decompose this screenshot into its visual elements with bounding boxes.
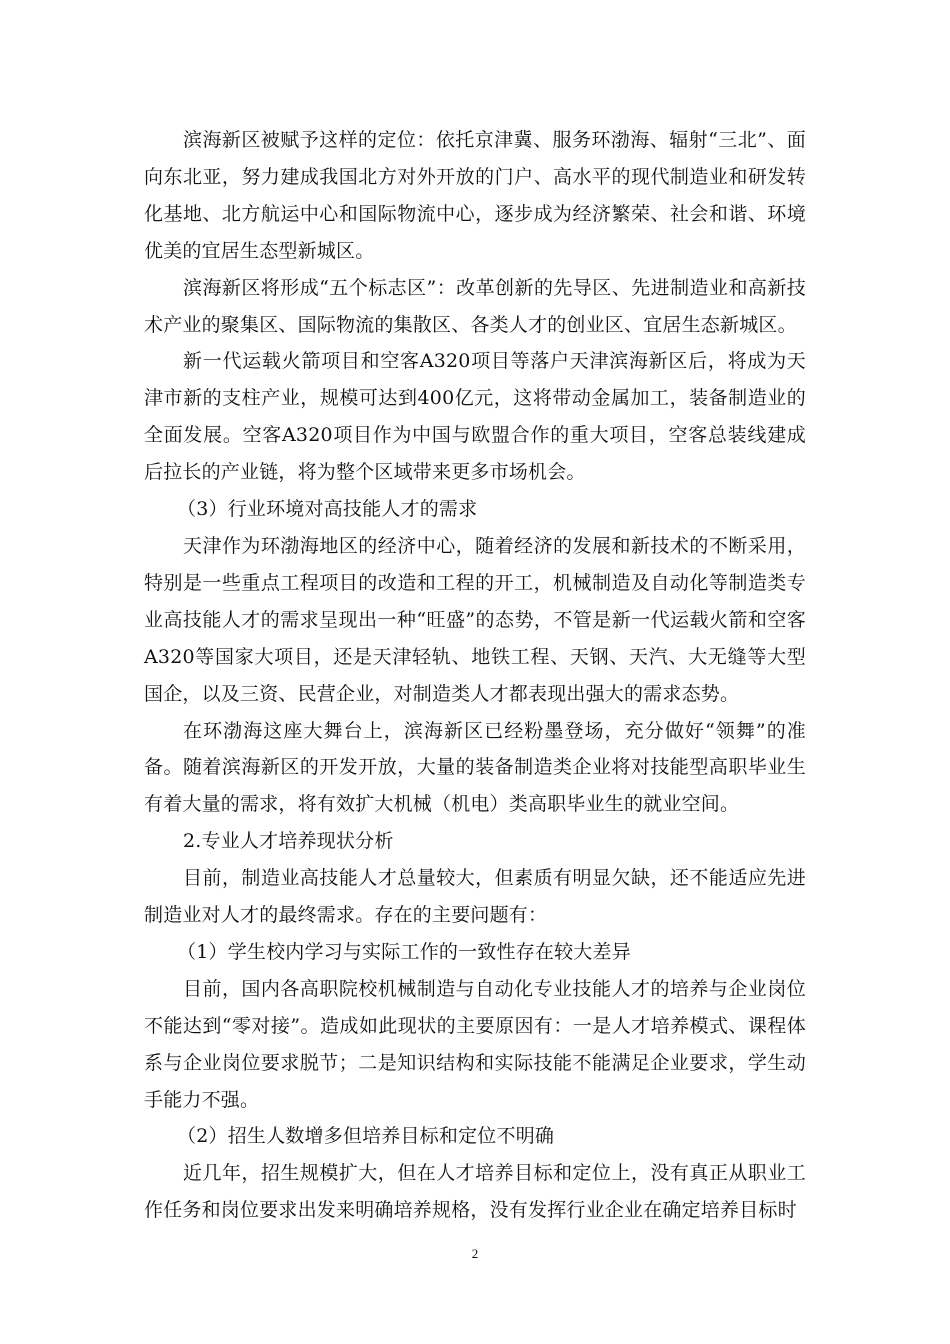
section-heading-enrollment: （2）招生人数增多但培养目标和定位不明确	[177, 1125, 555, 1148]
paragraph-zero-docking: 目前，国内各高职院校机械制造与自动化专业技能人才的培养与企业岗位不能达到“零对接”。造成如此现状的主要原因有：一是人才培养模式、课程体系与企业岗位要求脱节；二是知识结构和实际技能不能满足企业要求，学生动手能力不强。	[144, 977, 806, 1111]
paragraph-current-status: 目前，制造业高技能人才总量较大，但素质有明显欠缺，还不能适应先进制造业对人才的最终需求。存在的主要问题有：	[144, 867, 806, 927]
page-number: 2	[471, 1246, 479, 1261]
paragraph-bohai-stage: 在环渤海这座大舞台上，滨海新区已经粉墨登场，充分做好“领舞”的准备。随着滨海新区的开发开放，大量的装备制造类企业将对技能型高职毕业生有着大量的需求，将有效扩大机械（机电）类高职毕业生的就业空间。	[144, 719, 806, 816]
section-heading-talent-analysis: 2.专业人才培养现状分析	[183, 830, 394, 853]
paragraph-positioning: 滨海新区被赋予这样的定位：依托京津冀、服务环渤海、辐射“三北”、面向东北亚，努力建成我国北方对外开放的门户、高水平的现代制造业和研发转化基地、北方航运中心和国际物流中心，逐步成为经济繁荣、社会和谐、环境优美的宜居生态型新城区。	[144, 129, 806, 262]
section-heading-industry-demand: （3）行业环境对高技能人才的需求	[177, 498, 478, 521]
paragraph-tianjin-demand: 天津作为环渤海地区的经济中心，随着经济的发展和新技术的不断采用，特别是一些重点工程项目的改造和工程的开工，机械制造及自动化等制造类专业高技能人才的需求呈现出一种“旺盛”的态势，不管是新一代运载火箭和空客A320等国家大项目，还是天津轻轨、地铁工程、天钢、天汽、大无缝等大型国企，以及三资、民营企业，对制造类人才都表现出强大的需求态势。	[144, 534, 806, 705]
body-text	[144, 122, 806, 1229]
paragraph-five-zones: 滨海新区将形成“五个标志区”：改革创新的先导区、先进制造业和高新技术产业的聚集区、国际物流的集散区、各类人才的创业区、宜居生态新城区。	[144, 276, 806, 336]
paragraph-a320-project: 新一代运载火箭项目和空客A320项目等落户天津滨海新区后，将成为天津市新的支柱产业，规模可达到400亿元，这将带动金属加工，装备制造业的全面发展。空客A320项目作为中国与欧盟合作的重大项目，空客总装线建成后拉长的产业链，将为整个区域带来更多市场机会。	[144, 350, 806, 484]
section-heading-learning-gap: （1）学生校内学习与实际工作的一致性存在较大差异	[177, 940, 631, 963]
paragraph-enrollment-scale: 近几年，招生规模扩大，但在人才培养目标和定位上，没有真正从职业工作任务和岗位要求出发来明确培养规格，没有发挥行业企业在确定培养目标时	[144, 1162, 806, 1222]
